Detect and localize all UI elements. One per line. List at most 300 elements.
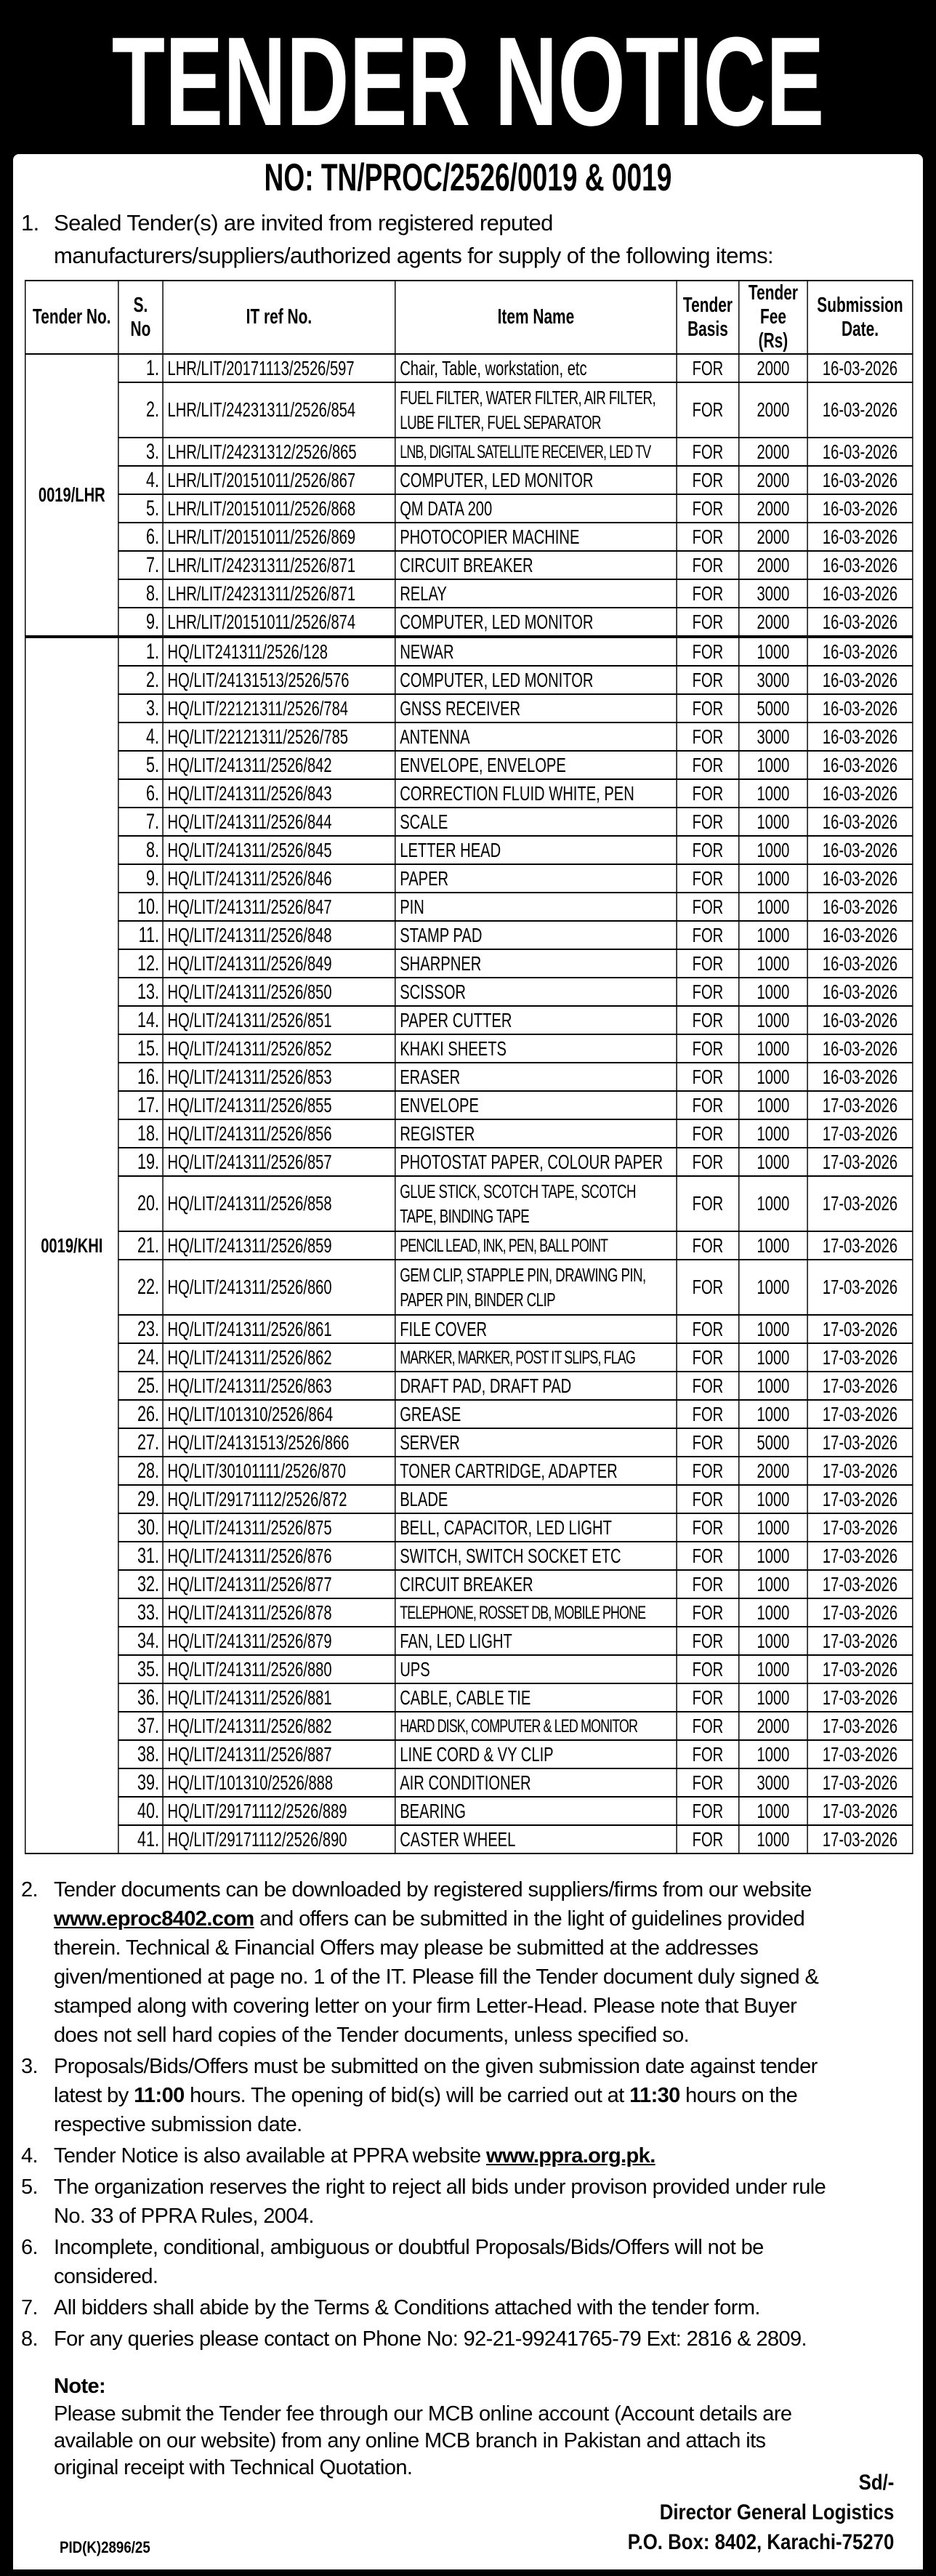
text-line: [54, 239, 773, 272]
it-ref-cell: LHR/LIT/20171113/2526/597: [163, 354, 395, 382]
item-number: 6.: [21, 2236, 38, 2259]
submission-date-cell: 16-03-2026: [807, 666, 913, 694]
table-row: [25, 608, 913, 637]
item-text: [54, 2293, 760, 2322]
tender-fee-cell: 2000: [739, 608, 807, 637]
submission-date-cell: 17-03-2026: [807, 1740, 913, 1768]
it-ref-cell: HQ/LIT/241311/2526/852: [163, 1034, 395, 1063]
submission-date-cell: 16-03-2026: [807, 978, 913, 1006]
tender-fee-cell: 5000: [739, 1428, 807, 1457]
item-text: [54, 2325, 807, 2354]
text-segment: All bidders shall abide by the Terms & Conditions attached with the tender form.: [54, 2296, 760, 2319]
tender-fee-cell: 2000: [739, 551, 807, 579]
serial-no-cell: 39.: [118, 1768, 163, 1797]
serial-no-cell: 9.: [118, 864, 163, 893]
text-line: [54, 2081, 818, 2110]
table-body: [25, 354, 913, 1853]
tender-basis-cell: FOR: [677, 1457, 739, 1485]
tender-fee-cell: 1000: [739, 893, 807, 921]
table-row: [25, 1542, 913, 1570]
tender-no-cell: 0019/KHI: [25, 637, 118, 1853]
table-row: [25, 1372, 913, 1400]
item-name-cell: CASTER WHEEL: [395, 1825, 677, 1853]
it-ref-cell: HQ/LIT/24131513/2526/576: [163, 666, 395, 694]
table-row: [25, 836, 913, 864]
submission-date-cell: 16-03-2026: [807, 1006, 913, 1034]
tender-basis-cell: FOR: [677, 466, 739, 494]
item-name-cell: SHARPNER: [395, 949, 677, 978]
submission-date-cell: 17-03-2026: [807, 1176, 913, 1231]
item-name-cell: LINE CORD & VY CLIP: [395, 1740, 677, 1768]
signatory-address: P.O. Box: 8402, Karachi-75270: [627, 2530, 894, 2554]
text-line: [54, 2401, 791, 2428]
table-row: [25, 494, 913, 523]
table-row: [25, 1119, 913, 1148]
table-row: [25, 523, 913, 551]
item-text: [54, 206, 773, 272]
submission-date-cell: 16-03-2026: [807, 779, 913, 808]
item-number: 8.: [21, 2327, 38, 2351]
submission-date-cell: 17-03-2026: [807, 1428, 913, 1457]
serial-no-cell: 24.: [118, 1343, 163, 1372]
header-tender-basis: Tender Basis: [677, 281, 739, 354]
text-segment: For any queries please contact on Phone No: 92-21-99241765-79 Ext: 2816 & 2809.: [54, 2327, 807, 2351]
item-name-cell: GEM CLIP, STAPPLE PIN, DRAWING PIN, PAPER PIN, BINDER CLIP: [395, 1260, 677, 1315]
table-row: [25, 1797, 913, 1825]
table-row: [25, 1343, 913, 1372]
it-ref-cell: HQ/LIT/241311/2526/856: [163, 1119, 395, 1148]
submission-date-cell: 16-03-2026: [807, 494, 913, 523]
tender-basis-cell: FOR: [677, 1627, 739, 1655]
header-serial-no: S. No: [118, 281, 163, 354]
tender-fee-cell: 1000: [739, 864, 807, 893]
tender-fee-cell: 1000: [739, 808, 807, 836]
tender-fee-cell: 1000: [739, 1372, 807, 1400]
it-ref-cell: HQ/LIT/22121311/2526/784: [163, 694, 395, 723]
table-row: [25, 1570, 913, 1598]
tender-fee-cell: 1000: [739, 1176, 807, 1231]
submission-date-cell: 17-03-2026: [807, 1542, 913, 1570]
serial-no-cell: 27.: [118, 1428, 163, 1457]
it-ref-cell: HQ/LIT/241311/2526/850: [163, 978, 395, 1006]
tender-fee-cell: 2000: [739, 466, 807, 494]
item-number: 2.: [21, 1878, 38, 1901]
tender-fee-cell: 1000: [739, 1683, 807, 1712]
serial-no-cell: 25.: [118, 1372, 163, 1400]
table-row: [25, 1315, 913, 1343]
item-name-cell: AIR CONDITIONER: [395, 1768, 677, 1797]
submission-date-cell: 17-03-2026: [807, 1513, 913, 1542]
item-name-cell: SCALE: [395, 808, 677, 836]
tender-basis-cell: FOR: [677, 608, 739, 637]
tender-fee-cell: 1000: [739, 836, 807, 864]
text-line: [54, 2262, 764, 2291]
serial-no-cell: 33.: [118, 1598, 163, 1627]
tender-fee-cell: 1000: [739, 1627, 807, 1655]
table-row: [25, 1006, 913, 1034]
tender-basis-cell: FOR: [677, 1428, 739, 1457]
condition-item: [21, 2173, 929, 2231]
serial-no-cell: 23.: [118, 1315, 163, 1343]
text-segment: manufacturers/suppliers/authorized agents for supply of the following items:: [54, 243, 773, 268]
table-row: [25, 1063, 913, 1091]
text-line: [54, 1904, 818, 1933]
it-ref-cell: HQ/LIT/24131513/2526/866: [163, 1428, 395, 1457]
tender-basis-cell: FOR: [677, 1712, 739, 1740]
tender-fee-cell: 1000: [739, 1513, 807, 1542]
tender-fee-cell: 2000: [739, 1712, 807, 1740]
text-line: [54, 2052, 818, 2081]
tender-fee-cell: 1000: [739, 1825, 807, 1853]
table-row: [25, 779, 913, 808]
it-ref-cell: HQ/LIT/241311/2526/863: [163, 1372, 395, 1400]
it-ref-cell: HQ/LIT/241311/2526/847: [163, 893, 395, 921]
header-submission-date: Submission Date.: [807, 281, 913, 354]
serial-no-cell: 5.: [118, 494, 163, 523]
tender-fee-cell: 1000: [739, 1570, 807, 1598]
tender-items-table-wrapper: [25, 280, 912, 1854]
item-name-cell: RELAY: [395, 579, 677, 608]
condition-item: [21, 2325, 929, 2354]
submission-date-cell: 17-03-2026: [807, 1570, 913, 1598]
submission-date-cell: 17-03-2026: [807, 1683, 913, 1712]
tender-items-table: [25, 280, 913, 1854]
tender-basis-cell: FOR: [677, 1485, 739, 1513]
it-ref-cell: LHR/LIT/24231312/2526/865: [163, 438, 395, 466]
item-name-cell: MARKER, MARKER, POST IT SLIPS, FLAG: [395, 1343, 677, 1372]
tender-fee-cell: 2000: [739, 354, 807, 382]
tender-fee-cell: 1000: [739, 1400, 807, 1428]
table-row: [25, 1428, 913, 1457]
item-name-cell: CABLE, CABLE TIE: [395, 1683, 677, 1712]
table-row: [25, 808, 913, 836]
tender-basis-cell: FOR: [677, 1740, 739, 1768]
submission-date-cell: 16-03-2026: [807, 808, 913, 836]
table-row: [25, 694, 913, 723]
tender-basis-cell: FOR: [677, 637, 739, 666]
header-it-ref-no: IT ref No.: [163, 281, 395, 354]
serial-no-cell: 15.: [118, 1034, 163, 1063]
text-segment: original receipt with Technical Quotation.: [54, 2456, 413, 2479]
website-link[interactable]: www.eproc8402.com: [54, 1907, 254, 1931]
table-row: [25, 949, 913, 978]
it-ref-cell: HQ/LIT/241311/2526/879: [163, 1627, 395, 1655]
serial-no-cell: 2.: [118, 382, 163, 438]
tender-no-cell: 0019/LHR: [25, 354, 118, 637]
tender-fee-cell: 1000: [739, 1485, 807, 1513]
tender-fee-cell: 2000: [739, 1457, 807, 1485]
item-name-cell: SWITCH, SWITCH SOCKET ETC: [395, 1542, 677, 1570]
table-row: [25, 1231, 913, 1260]
serial-no-cell: 13.: [118, 978, 163, 1006]
serial-no-cell: 22.: [118, 1260, 163, 1315]
serial-no-cell: 11.: [118, 921, 163, 949]
table-row: [25, 921, 913, 949]
tender-fee-cell: 1000: [739, 1148, 807, 1176]
conditions-list: [21, 1875, 929, 2356]
tender-basis-cell: FOR: [677, 779, 739, 808]
table-row: [25, 1683, 913, 1712]
tender-fee-cell: 1000: [739, 779, 807, 808]
table-row: [25, 1034, 913, 1063]
serial-no-cell: 35.: [118, 1655, 163, 1683]
tender-basis-cell: FOR: [677, 1006, 739, 1034]
submission-date-cell: 16-03-2026: [807, 1034, 913, 1063]
item-name-cell: PAPER CUTTER: [395, 1006, 677, 1034]
item-name-cell: PAPER: [395, 864, 677, 893]
submission-date-cell: 16-03-2026: [807, 579, 913, 608]
item-name-cell: BELL, CAPACITOR, LED LIGHT: [395, 1513, 677, 1542]
tender-basis-cell: FOR: [677, 1400, 739, 1428]
item-name-cell: COMPUTER, LED MONITOR: [395, 466, 677, 494]
it-ref-cell: HQ/LIT/241311/2526/859: [163, 1231, 395, 1260]
table-row: [25, 1148, 913, 1176]
tender-fee-cell: 1000: [739, 1091, 807, 1119]
text-line: [54, 1875, 818, 1904]
note-section: [54, 2372, 791, 2482]
tender-fee-cell: 1000: [739, 949, 807, 978]
submission-date-cell: 16-03-2026: [807, 637, 913, 666]
text-line: [54, 206, 773, 239]
it-ref-cell: HQ/LIT241311/2526/128: [163, 637, 395, 666]
it-ref-cell: HQ/LIT/241311/2526/849: [163, 949, 395, 978]
submission-date-cell: 17-03-2026: [807, 1485, 913, 1513]
item-name-cell: LETTER HEAD: [395, 836, 677, 864]
tender-basis-cell: FOR: [677, 723, 739, 751]
table-row: [25, 382, 913, 438]
tender-fee-cell: 1000: [739, 1315, 807, 1343]
item-name-cell: FAN, LED LIGHT: [395, 1627, 677, 1655]
it-ref-cell: LHR/LIT/20151011/2526/869: [163, 523, 395, 551]
text-segment: hours. The opening of bid(s) will be carried out at: [184, 2084, 630, 2107]
tender-basis-cell: FOR: [677, 1034, 739, 1063]
submission-date-cell: 17-03-2026: [807, 1372, 913, 1400]
item-text: [54, 1875, 818, 2050]
item-text: [54, 2052, 818, 2139]
tender-basis-cell: FOR: [677, 921, 739, 949]
tender-basis-cell: FOR: [677, 354, 739, 382]
item-number: 3.: [21, 2055, 38, 2078]
table-row: [25, 466, 913, 494]
serial-no-cell: 38.: [118, 1740, 163, 1768]
text-line: [54, 2021, 818, 2050]
serial-no-cell: 19.: [118, 1148, 163, 1176]
it-ref-cell: LHR/LIT/24231311/2526/871: [163, 551, 395, 579]
item-name-cell: PHOTOCOPIER MACHINE: [395, 523, 677, 551]
item-name-cell: ENVELOPE: [395, 1091, 677, 1119]
it-ref-cell: LHR/LIT/20151011/2526/868: [163, 494, 395, 523]
tender-basis-cell: FOR: [677, 1542, 739, 1570]
item-text: [54, 2141, 655, 2170]
signature-block: [584, 2468, 894, 2557]
tender-fee-cell: 2000: [739, 438, 807, 466]
tender-fee-cell: 1000: [739, 1343, 807, 1372]
serial-no-cell: 30.: [118, 1513, 163, 1542]
serial-no-cell: 7.: [118, 551, 163, 579]
item-name-cell: STAMP PAD: [395, 921, 677, 949]
table-row: [25, 864, 913, 893]
submission-date-cell: 16-03-2026: [807, 921, 913, 949]
tender-basis-cell: FOR: [677, 523, 739, 551]
serial-no-cell: 6.: [118, 779, 163, 808]
serial-no-cell: 5.: [118, 751, 163, 779]
tender-basis-cell: FOR: [677, 1768, 739, 1797]
it-ref-cell: LHR/LIT/20151011/2526/867: [163, 466, 395, 494]
tender-fee-cell: 2000: [739, 523, 807, 551]
serial-no-cell: 20.: [118, 1176, 163, 1231]
it-ref-cell: HQ/LIT/241311/2526/876: [163, 1542, 395, 1570]
item-name-cell: CORRECTION FLUID WHITE, PEN: [395, 779, 677, 808]
table-row: [25, 1712, 913, 1740]
submission-date-cell: 17-03-2026: [807, 1768, 913, 1797]
text-segment: Please submit the Tender fee through our MCB online account (Account details are: [54, 2402, 792, 2426]
serial-no-cell: 40.: [118, 1797, 163, 1825]
item-name-cell: Chair, Table, workstation, etc: [395, 354, 677, 382]
it-ref-cell: HQ/LIT/241311/2526/851: [163, 1006, 395, 1034]
it-ref-cell: HQ/LIT/241311/2526/878: [163, 1598, 395, 1627]
submission-date-cell: 17-03-2026: [807, 1825, 913, 1853]
intro-paragraph: [21, 206, 929, 272]
tender-basis-cell: FOR: [677, 1372, 739, 1400]
tender-basis-cell: FOR: [677, 1655, 739, 1683]
it-ref-cell: HQ/LIT/241311/2526/853: [163, 1063, 395, 1091]
submission-date-cell: 17-03-2026: [807, 1148, 913, 1176]
it-ref-cell: HQ/LIT/241311/2526/862: [163, 1343, 395, 1372]
website-link[interactable]: www.ppra.org.pk.: [486, 2144, 655, 2168]
submission-date-cell: 17-03-2026: [807, 1315, 913, 1343]
item-name-cell: SCISSOR: [395, 978, 677, 1006]
serial-no-cell: 14.: [118, 1006, 163, 1034]
it-ref-cell: HQ/LIT/101310/2526/864: [163, 1400, 395, 1428]
table-row: [25, 666, 913, 694]
condition-item: [21, 1875, 929, 2050]
header-tender-fee: Tender Fee (Rs): [739, 281, 807, 354]
table-row: [25, 978, 913, 1006]
serial-no-cell: 28.: [118, 1457, 163, 1485]
tender-fee-cell: 2000: [739, 382, 807, 438]
item-name-cell: KHAKI SHEETS: [395, 1034, 677, 1063]
submission-date-cell: 16-03-2026: [807, 438, 913, 466]
serial-no-cell: 12.: [118, 949, 163, 978]
submission-date-cell: 16-03-2026: [807, 751, 913, 779]
text-line: [54, 2173, 826, 2202]
text-line: [54, 2202, 826, 2231]
serial-no-cell: 21.: [118, 1231, 163, 1260]
it-ref-cell: HQ/LIT/29171112/2526/872: [163, 1485, 395, 1513]
it-ref-cell: HQ/LIT/241311/2526/887: [163, 1740, 395, 1768]
submission-date-cell: 17-03-2026: [807, 1400, 913, 1428]
text-segment: The organization reserves the right to reject all bids under provison provided under rule: [54, 2175, 826, 2199]
submission-date-cell: 17-03-2026: [807, 1797, 913, 1825]
condition-item: [21, 2052, 929, 2139]
submission-date-cell: 17-03-2026: [807, 1231, 913, 1260]
text-segment: therein. Technical & Financial Offers may please be submitted at the addresses: [54, 1936, 759, 1960]
tender-basis-cell: FOR: [677, 1231, 739, 1260]
text-line: [54, 2325, 807, 2354]
item-text: [54, 2173, 826, 2231]
table-row: [25, 1740, 913, 1768]
tender-basis-cell: FOR: [677, 1176, 739, 1231]
text-line: [54, 2428, 791, 2455]
tender-fee-cell: 1000: [739, 1231, 807, 1260]
item-number: 7.: [21, 2296, 38, 2319]
text-segment: considered.: [54, 2265, 158, 2288]
signatory-designation: Director General Logistics: [659, 2500, 894, 2524]
item-name-cell: BLADE: [395, 1485, 677, 1513]
it-ref-cell: HQ/LIT/241311/2526/855: [163, 1091, 395, 1119]
it-ref-cell: HQ/LIT/101310/2526/888: [163, 1768, 395, 1797]
serial-no-cell: 1.: [118, 637, 163, 666]
tender-basis-cell: FOR: [677, 1315, 739, 1343]
it-ref-cell: LHR/LIT/24231311/2526/871: [163, 579, 395, 608]
tender-fee-cell: 1000: [739, 637, 807, 666]
submission-date-cell: 17-03-2026: [807, 1343, 913, 1372]
condition-item: [21, 2233, 929, 2291]
it-ref-cell: HQ/LIT/241311/2526/857: [163, 1148, 395, 1176]
item-name-cell: ENVELOPE, ENVELOPE: [395, 751, 677, 779]
serial-no-cell: 16.: [118, 1063, 163, 1091]
tender-basis-cell: FOR: [677, 751, 739, 779]
serial-no-cell: 26.: [118, 1400, 163, 1428]
serial-no-cell: 2.: [118, 666, 163, 694]
item-name-cell: REGISTER: [395, 1119, 677, 1148]
item-name-cell: GREASE: [395, 1400, 677, 1428]
tender-basis-cell: FOR: [677, 382, 739, 438]
table-row: [25, 1260, 913, 1315]
item-name-cell: QM DATA 200: [395, 494, 677, 523]
text-segment: hours on the: [679, 2084, 798, 2107]
text-segment: does not sell hard copies of the Tender documents, unless specified so.: [54, 2024, 690, 2047]
table-row: [25, 1655, 913, 1683]
text-segment: Tender Notice is also available at PPRA website: [54, 2144, 487, 2168]
tender-fee-cell: 1000: [739, 1006, 807, 1034]
submission-date-cell: 17-03-2026: [807, 1260, 913, 1315]
tender-basis-cell: FOR: [677, 836, 739, 864]
table-row: [25, 1457, 913, 1485]
table-row: [25, 1825, 913, 1853]
serial-no-cell: 8.: [118, 579, 163, 608]
it-ref-cell: HQ/LIT/241311/2526/846: [163, 864, 395, 893]
item-name-cell: TELEPHONE, ROSSET DB, MOBILE PHONE: [395, 1598, 677, 1627]
table-row: [25, 1400, 913, 1428]
it-ref-cell: HQ/LIT/241311/2526/877: [163, 1570, 395, 1598]
item-name-cell: FILE COVER: [395, 1315, 677, 1343]
item-name-cell: PENCIL LEAD, INK, PEN, BALL POINT: [395, 1231, 677, 1260]
text-segment: Sealed Tender(s) are invited from registered reputed: [54, 210, 553, 236]
item-name-cell: NEWAR: [395, 637, 677, 666]
table-row: [25, 1485, 913, 1513]
item-name-cell: COMPUTER, LED MONITOR: [395, 608, 677, 637]
submission-date-cell: 16-03-2026: [807, 723, 913, 751]
tender-fee-cell: 1000: [739, 1063, 807, 1091]
serial-no-cell: 10.: [118, 893, 163, 921]
table-row: [25, 751, 913, 779]
table-row: [25, 1176, 913, 1231]
table-header-row: [25, 281, 913, 354]
table-row: [25, 1627, 913, 1655]
text-segment: stamped along with covering letter on your firm Letter-Head. Please note that Buyer: [54, 1995, 797, 2018]
serial-no-cell: 18.: [118, 1119, 163, 1148]
serial-no-cell: 4.: [118, 723, 163, 751]
text-segment: respective submission date.: [54, 2113, 302, 2136]
submission-date-cell: 16-03-2026: [807, 466, 913, 494]
tender-fee-cell: 1000: [739, 1542, 807, 1570]
item-name-cell: CIRCUIT BREAKER: [395, 1570, 677, 1598]
it-ref-cell: HQ/LIT/241311/2526/861: [163, 1315, 395, 1343]
it-ref-cell: LHR/LIT/24231311/2526/854: [163, 382, 395, 438]
item-name-cell: BEARING: [395, 1797, 677, 1825]
item-name-cell: TONER CARTRIDGE, ADAPTER: [395, 1457, 677, 1485]
